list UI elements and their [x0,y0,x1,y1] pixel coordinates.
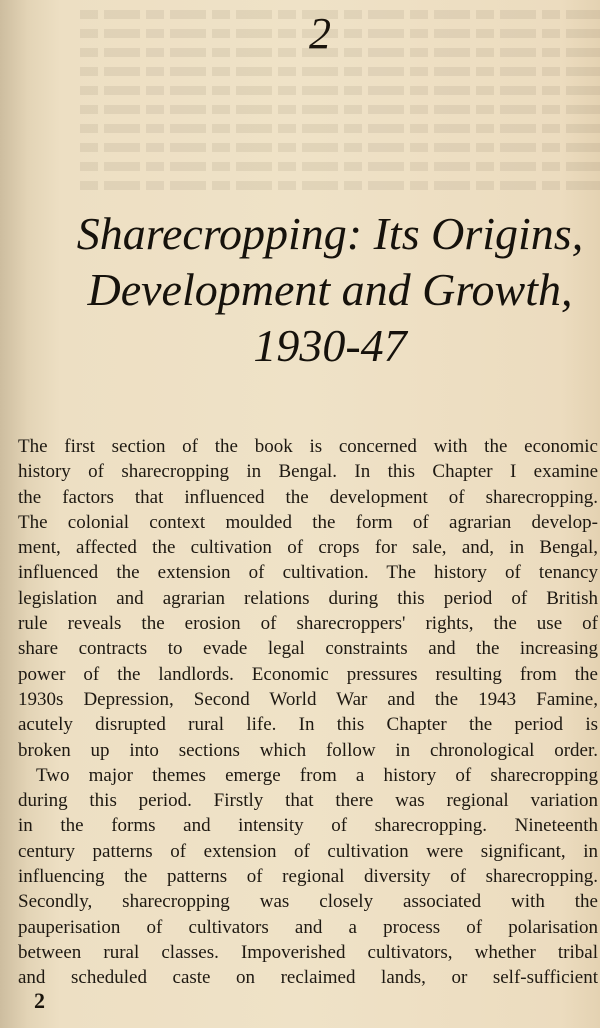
body-text-line: power of the landlords. Economic pressures resulting from the [18,663,598,685]
body-text-line: rule reveals the erosion of sharecroppers' rights, the use of [18,613,598,635]
chapter-title-line-3: 1930-47 [253,320,407,371]
body-text-line: during this period. Firstly that there was regional variation [18,790,598,812]
chapter-body-text [18,434,598,991]
body-text-line: Two major themes emerge from a history of sharecropping [36,764,598,786]
body-text-line: influencing the patterns of regional diversity of sharecropping. [18,866,598,888]
body-text-line: between rural classes. Impoverished cultivators, whether tribal [18,941,598,963]
body-text-line: legislation and agrarian relations during this period of British [18,587,598,609]
body-text-line: the factors that influenced the development of sharecropping. [18,486,598,508]
body-text-line: and scheduled caste on reclaimed lands, or self-sufficient [18,967,598,989]
page-number: 2 [34,988,45,1013]
body-text-line: broken up into sections which follow in chronological order. [18,739,598,761]
chapter-title-line-1: Sharecropping: Its Origins, [76,208,584,259]
chapter-number: 2 [309,9,331,58]
body-text-line: 1930s Depression, Second World War and the 1943 Famine, [18,688,598,710]
body-text-line: acutely disrupted rural life. In this Chapter the period is [18,714,598,736]
body-text-line: history of sharecropping in Bengal. In this Chapter I examine [18,461,598,483]
chapter-title [0,206,600,374]
body-text-line: share contracts to evade legal constraints and the increasing [18,638,598,660]
body-text-line: The first section of the book is concerned with the economic [18,436,598,457]
body-text-line: The colonial context moulded the form of agrarian develop- [18,511,598,533]
body-text-line: ment, affected the cultivation of crops for sale, and, in Bengal, [18,537,598,559]
chapter-title-line-2: Development and Growth, [87,264,573,315]
body-text-line: influenced the extension of cultivation. The history of tenancy [18,562,598,584]
body-text-line: Secondly, sharecropping was closely associated with the [18,891,598,913]
body-text-line: century patterns of extension of cultivation were significant, in [18,840,598,862]
body-text-line: pauperisation of cultivators and a process of polarisation [18,916,598,938]
body-text-line: in the forms and intensity of sharecropping. Nineteenth [18,815,598,837]
